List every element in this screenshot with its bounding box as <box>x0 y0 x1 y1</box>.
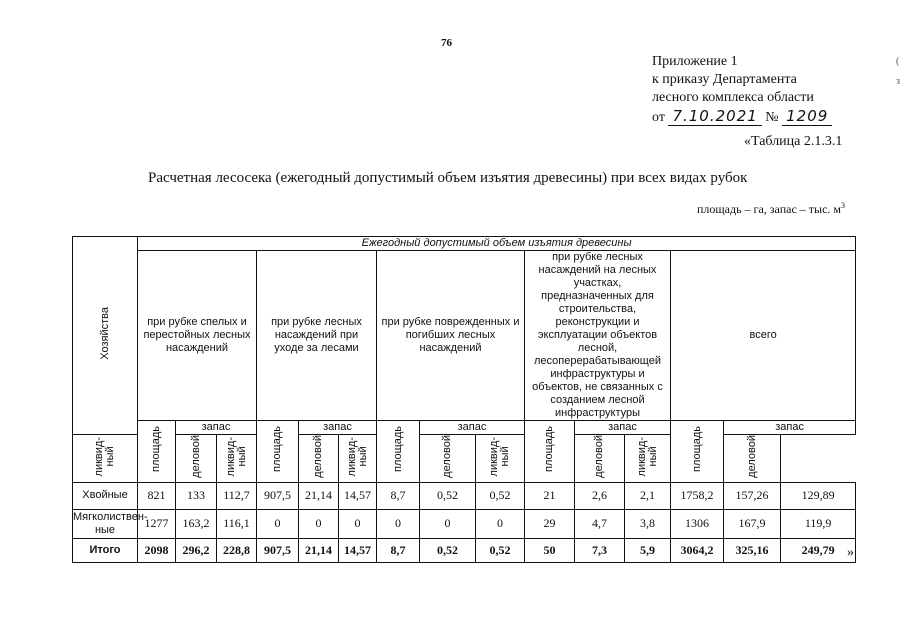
liquid-label: ликвид- ный <box>345 436 369 477</box>
group-header-label: при рубке спелых и перестойных лесных насаждений <box>143 316 251 354</box>
area-label: площадь <box>150 426 162 473</box>
group-header-label: всего <box>749 329 777 341</box>
value-cell: 0,52 <box>420 538 476 562</box>
value-cell: 907,5 <box>257 538 299 562</box>
group-header <box>138 251 257 421</box>
main-header: Ежегодный допустимый объем изъятия древесины <box>138 237 856 251</box>
liquid-label: ликвид- ный <box>635 436 659 477</box>
area-header <box>525 421 575 483</box>
stock-header: запас <box>575 421 671 435</box>
farm-name-cell: Итого <box>73 538 138 562</box>
handwritten-number: 1209 <box>782 107 832 126</box>
document-title: Расчетная лесосека (ежегодный допустимый объем изъятия древесины) при всех видах рубок <box>148 170 748 186</box>
stock-header: запас <box>176 421 257 435</box>
row-header-label: Хозяйства <box>98 307 111 360</box>
value-cell: 167,9 <box>724 509 781 538</box>
value-cell: 163,2 <box>176 509 217 538</box>
value-cell: 2,1 <box>625 482 671 509</box>
date-prefix: от <box>652 110 665 125</box>
edge-mark: ( <box>896 56 900 67</box>
group-header <box>377 251 525 421</box>
units-superscript: 3 <box>841 201 846 210</box>
stock-header: запас <box>299 421 377 435</box>
value-cell: 50 <box>525 538 575 562</box>
appendix-header <box>652 53 832 127</box>
value-cell: 0,52 <box>476 538 525 562</box>
group-header-label: при рубке лесных насаждений на лесных участках, предназначенных для строительства, реконструкции и эксплуатации объектов лесной, лесоперерабатывающей инфраструктуры и объектов, не связанных с созданием лесной инфраструктуры <box>532 251 663 419</box>
business-header <box>575 435 625 483</box>
value-cell: 296,2 <box>176 538 217 562</box>
value-cell: 157,26 <box>724 482 781 509</box>
area-label: площадь <box>391 426 404 473</box>
value-cell: 0 <box>377 509 420 538</box>
value-cell: 14,57 <box>339 538 377 562</box>
value-cell: 228,8 <box>217 538 257 562</box>
farm-name-cell: Мягколиствен-ные <box>73 509 138 538</box>
stock-header: запас <box>724 421 856 435</box>
value-cell: 0 <box>299 509 339 538</box>
value-cell: 112,7 <box>217 482 257 509</box>
units-note <box>697 201 845 217</box>
value-cell: 21,14 <box>299 482 339 509</box>
group-header-label: при рубке лесных насаждений при уходе за лесами <box>271 316 362 354</box>
value-cell: 0 <box>257 509 299 538</box>
value-cell: 0 <box>476 509 525 538</box>
business-header <box>420 435 476 483</box>
group-header <box>525 251 671 421</box>
value-cell: 133 <box>176 482 217 509</box>
business-label: деловой <box>593 435 605 478</box>
liquid-header <box>73 435 138 483</box>
liquid-header <box>339 435 377 483</box>
value-cell: 249,79 <box>781 538 856 562</box>
business-label: деловой <box>189 435 202 478</box>
value-cell: 116,1 <box>217 509 257 538</box>
appendix-line2: к приказу Департамента <box>652 72 797 87</box>
business-label: деловой <box>312 435 324 478</box>
closing-quote: » <box>847 545 854 560</box>
value-cell: 3064,2 <box>671 538 724 562</box>
business-label: деловой <box>745 435 758 478</box>
business-label: деловой <box>441 435 453 478</box>
area-header <box>377 421 420 483</box>
value-cell: 821 <box>138 482 176 509</box>
business-header <box>176 435 217 483</box>
liquid-header <box>625 435 671 483</box>
value-cell: 119,9 <box>781 509 856 538</box>
value-cell: 0 <box>420 509 476 538</box>
farm-name-cell: Хвойные <box>73 482 138 509</box>
table-row <box>73 538 856 562</box>
value-cell: 1306 <box>671 509 724 538</box>
table-row <box>73 509 856 538</box>
group-header <box>671 251 856 421</box>
value-cell: 325,16 <box>724 538 781 562</box>
area-label: площадь <box>543 426 555 473</box>
business-header <box>724 435 781 483</box>
value-cell: 21 <box>525 482 575 509</box>
appendix-date-line <box>652 107 832 127</box>
value-cell: 1277 <box>138 509 176 538</box>
appendix-line1: Приложение 1 <box>652 54 738 69</box>
liquid-header <box>217 435 257 483</box>
value-cell: 0,52 <box>476 482 525 509</box>
harvest-table <box>72 236 856 563</box>
area-label: площадь <box>690 426 703 473</box>
stock-header: запас <box>420 421 525 435</box>
table-row <box>73 482 856 509</box>
value-cell: 0 <box>339 509 377 538</box>
area-header <box>138 421 176 483</box>
liquid-header <box>476 435 525 483</box>
value-cell: 907,5 <box>257 482 299 509</box>
area-label: площадь <box>271 426 283 473</box>
business-header <box>299 435 339 483</box>
value-cell: 3,8 <box>625 509 671 538</box>
area-header <box>671 421 724 483</box>
value-cell: 8,7 <box>377 482 420 509</box>
area-header <box>257 421 299 483</box>
units-text: площадь – га, запас – тыс. м <box>697 202 842 216</box>
table-number: «Таблица 2.1.3.1 <box>744 134 843 149</box>
value-cell: 2,6 <box>575 482 625 509</box>
value-cell: 29 <box>525 509 575 538</box>
value-cell: 129,89 <box>781 482 856 509</box>
number-prefix: № <box>765 110 779 125</box>
value-cell: 2098 <box>138 538 176 562</box>
value-cell: 7,3 <box>575 538 625 562</box>
group-header-label: при рубке поврежденных и погибших лесных насаждений <box>381 316 520 354</box>
value-cell: 1758,2 <box>671 482 724 509</box>
value-cell: 0,52 <box>420 482 476 509</box>
handwritten-date: 7.10.2021 <box>668 107 761 126</box>
page-number: 76 <box>441 37 452 49</box>
edge-mark: з <box>896 76 900 87</box>
value-cell: 14,57 <box>339 482 377 509</box>
liquid-label: ликвид- ный <box>93 436 116 477</box>
value-cell: 5,9 <box>625 538 671 562</box>
liquid-label: ликвид- ный <box>224 436 248 477</box>
liquid-label: ликвид- ный <box>488 436 511 477</box>
value-cell: 21,14 <box>299 538 339 562</box>
row-header-cell <box>73 237 138 435</box>
value-cell: 4,7 <box>575 509 625 538</box>
value-cell: 8,7 <box>377 538 420 562</box>
group-header <box>257 251 377 421</box>
appendix-line3: лесного комплекса области <box>652 90 814 105</box>
